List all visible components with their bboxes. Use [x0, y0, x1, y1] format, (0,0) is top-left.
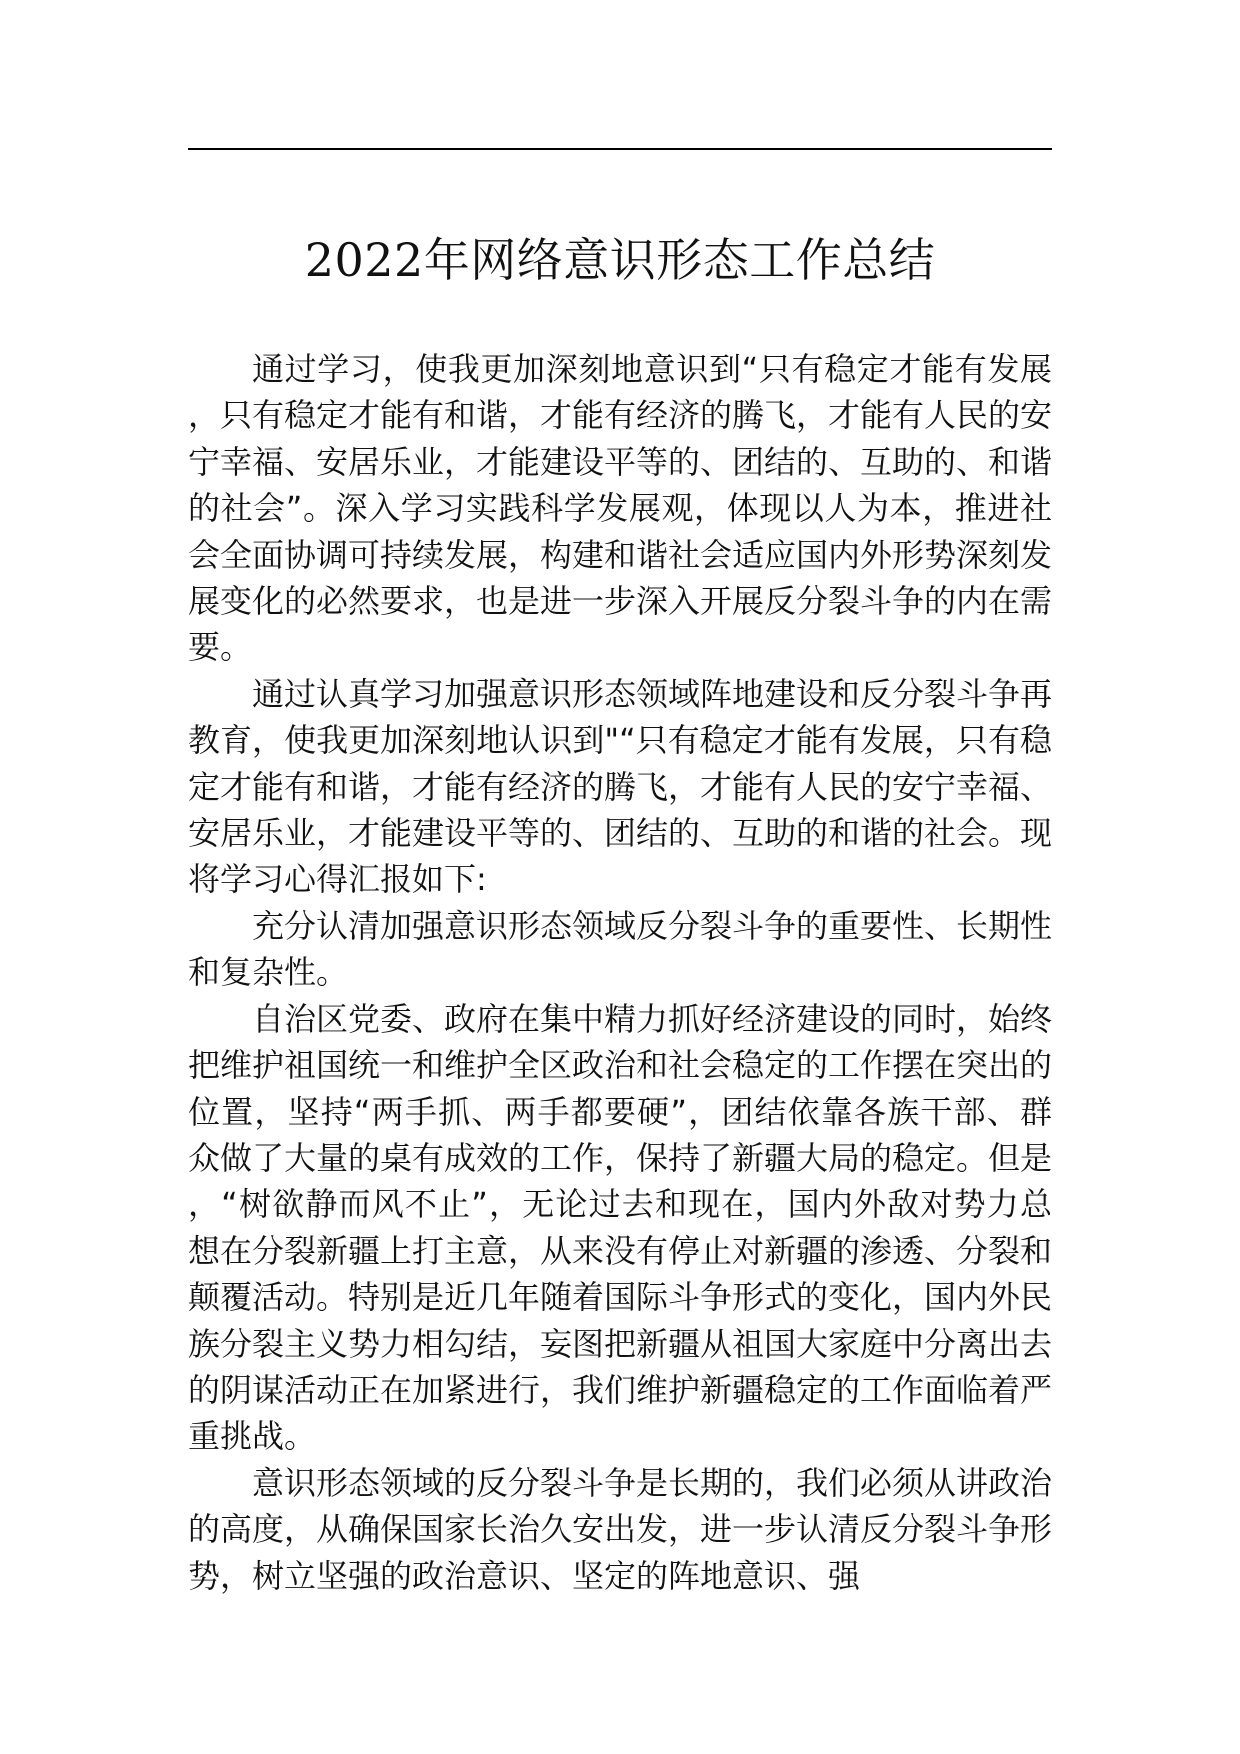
- paragraph-4: 自治区党委、政府在集中精力抓好经济建设的同时，始终把维护祖国统一和维护全区政治和社会稳定的工作摆在突出的位置，坚持“两手抓、两手都要硬”，团结依靠各族干部、群众做了大量的桌有成效的工作，保持了新疆大局的稳定。但是，“树欲静而风不止”，无论过去和现在，国内外敌对势力总想在分裂新疆上打主意，从来没有停止对新疆的渗透、分裂和颠覆活动。特别是近几年随着国际斗争形式的变化，国内外民族分裂主义势力相勾结，妄图把新疆从祖国大家庭中分离出去的阴谋活动正在加紧进行，我们维护新疆稳定的工作面临着严重挑战。: [188, 999, 1053, 1456]
- header-rule: [188, 148, 1052, 150]
- document-body: [188, 346, 1052, 1599]
- document-title: 2022年网络意识形态工作总结: [304, 233, 936, 287]
- paragraph-1: 通过学习，使我更加深刻地意识到“只有稳定才能有发展，只有稳定才能有和谐，才能有经济的腾飞，才能有人民的安宁幸福、安居乐业，才能建设平等的、团结的、互助的、和谐的社会”。深入学习实践科学发展观，体现以人为本，推进社会全面协调可持续发展，构建和谐社会适应国内外形势深刻发展变化的必然要求，也是进一步深入开展反分裂斗争的内在需要。: [188, 350, 1053, 667]
- paragraph-5: 意识形态领域的反分裂斗争是长期的，我们必须从讲政治的高度，从确保国家长治久安出发，进一步认清反分裂斗争形势，树立坚强的政治意识、坚定的阵地意识、强: [188, 1463, 1053, 1595]
- paragraph-3: 充分认清加强意识形态领域反分裂斗争的重要性、长期性和复杂性。: [188, 906, 1053, 992]
- paragraph-2: 通过认真学习加强意识形态领域阵地建设和反分裂斗争再教育，使我更加深刻地认识到"“只有稳定才能有发展，只有稳定才能有和谐，才能有经济的腾飞，才能有人民的安宁幸福、安居乐业，才能建设平等的、团结的、互助的和谐的社会。现将学习心得汇报如下:: [188, 674, 1053, 899]
